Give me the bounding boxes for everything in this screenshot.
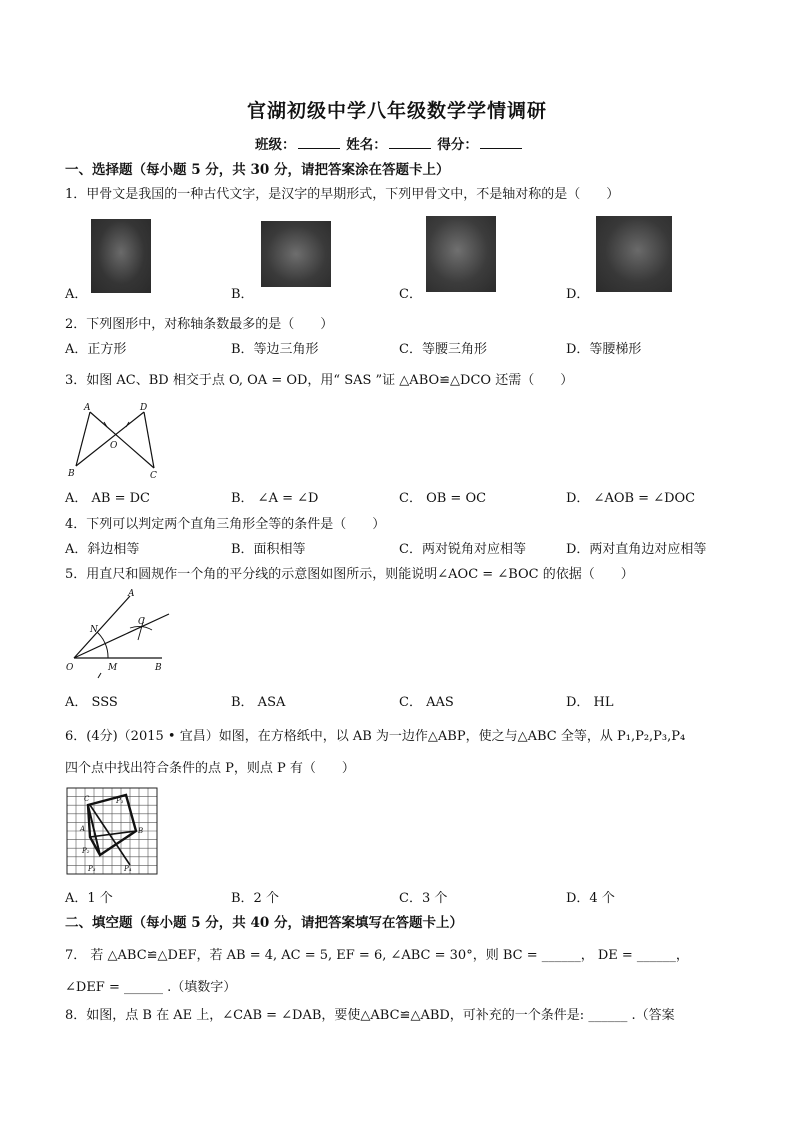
q3-option-a[interactable]: A． AB = DC <box>65 491 150 506</box>
q3-option-c[interactable]: C． OB = OC <box>399 491 487 506</box>
q1-option-b[interactable]: B． <box>231 287 254 302</box>
q5-figure <box>64 588 179 683</box>
oracle-bone-image-a <box>91 219 151 293</box>
student-info-line <box>255 133 524 153</box>
q6-text-line2: 四个点中找出符合条件的点 P，则点 P 有（ ） <box>65 761 355 776</box>
oracle-bone-image-c <box>426 216 496 292</box>
q4-option-b[interactable]: B．面积相等 <box>231 542 306 557</box>
q3-option-d[interactable]: D． ∠AOB = ∠DOC <box>566 491 696 506</box>
q2-option-a[interactable]: A．正方形 <box>65 342 127 357</box>
q5-option-d[interactable]: D． HL <box>566 695 614 710</box>
q5-text: 5．用直尺和圆规作一个角的平分线的示意图如图所示，则能说明∠AOC = ∠BOC 的依据（ ） <box>65 567 634 582</box>
q3-figure <box>64 400 169 480</box>
q5-label-c: C <box>138 617 145 627</box>
q6-option-c[interactable]: C．3 个 <box>399 891 448 906</box>
q1-option-d[interactable]: D． <box>566 287 590 302</box>
q2-option-c[interactable]: C．等腰三角形 <box>399 342 487 357</box>
q5-label-m: M <box>108 663 118 673</box>
oracle-bone-image-d <box>596 216 672 292</box>
q2-option-d[interactable]: D．等腰梯形 <box>566 342 642 357</box>
q1-option-a[interactable]: A． <box>65 287 88 302</box>
name-label: 姓名： <box>346 137 387 153</box>
q3-label-o: O <box>110 441 118 451</box>
section-2-title: 二、填空题（每小题 5 分，共 40 分，请把答案填写在答题卡上） <box>65 915 463 931</box>
score-blank[interactable] <box>480 136 522 149</box>
q5-option-a[interactable]: A． SSS <box>65 695 118 710</box>
q4-text: 4．下列可以判定两个直角三角形全等的条件是（ ） <box>65 517 386 532</box>
q5-option-b[interactable]: B． ASA <box>231 695 286 710</box>
q3-label-b: B <box>68 469 75 479</box>
q8-text-line1: 8．如图，点 B 在 AE 上，∠CAB = ∠DAB，要使△ABC≌△ABD，可补充的一个条件是: ______ .（答案 <box>65 1008 675 1023</box>
q2-text: 2．下列图形中，对称轴条数最多的是（ ） <box>65 317 334 332</box>
q1-option-c[interactable]: C． <box>399 287 422 302</box>
q7-text-line1: 7． 若 △ABC≌△DEF，若 AB = 4, AC = 5, EF = 6, ∠ABC = 30°，则 BC = ______， DE = ______， <box>65 948 689 963</box>
q6-option-d[interactable]: D．4 个 <box>566 891 615 906</box>
q2-option-b[interactable]: B．等边三角形 <box>231 342 319 357</box>
name-blank[interactable] <box>389 136 431 149</box>
q6-option-a[interactable]: A．1 个 <box>65 891 113 906</box>
q6-label-b: B <box>138 827 144 835</box>
q6-label-p3: P₃ <box>88 865 96 873</box>
q7-text-line2: ∠DEF = ______ .（填数字） <box>65 980 237 995</box>
q3-text: 3．如图 AC、BD 相交于点 O, OA = OD，用“ SAS ”证 △ABO≌△DCO 还需（ ） <box>65 373 574 388</box>
q5-option-c[interactable]: C． AAS <box>399 695 454 710</box>
q6-label-c: C <box>84 795 90 803</box>
q6-label-p1: P₁ <box>116 797 124 805</box>
q3-label-d: D <box>140 403 148 413</box>
q5-label-a: A <box>128 589 135 599</box>
q6-label-a: A <box>80 825 86 833</box>
q5-label-o: O <box>66 663 74 673</box>
class-label: 班级： <box>255 137 296 153</box>
q3-label-c: C <box>150 471 157 481</box>
score-label: 得分： <box>437 137 478 153</box>
q6-label-p2: P₂ <box>82 847 90 855</box>
q6-label-p4: P₄ <box>124 865 132 873</box>
oracle-bone-image-b <box>261 221 331 287</box>
q6-text-line1: 6．(4分)（2015 • 宜昌）如图，在方格纸中，以 AB 为一边作△ABP，使之与△ABC 全等，从 P₁,P₂,P₃,P₄ <box>65 729 686 744</box>
q6-option-b[interactable]: B．2 个 <box>231 891 279 906</box>
q4-option-d[interactable]: D．两对直角边对应相等 <box>566 542 707 557</box>
section-1-title: 一、选择题（每小题 5 分，共 30 分，请把答案涂在答题卡上） <box>65 162 450 178</box>
page-title: 官湖初级中学八年级数学学情调研 <box>246 100 547 122</box>
q4-option-c[interactable]: C．两对锐角对应相等 <box>399 542 526 557</box>
q4-option-a[interactable]: A．斜边相等 <box>65 542 140 557</box>
q5-label-b: B <box>155 663 162 673</box>
q3-option-b[interactable]: B． ∠A = ∠D <box>231 491 319 506</box>
class-blank[interactable] <box>298 136 340 149</box>
q1-text: 1．甲骨文是我国的一种古代文字，是汉字的早期形式，下列甲骨文中，不是轴对称的是（ ） <box>65 187 620 202</box>
q3-label-a: A <box>84 403 91 413</box>
q5-label-n: N <box>90 625 98 635</box>
q6-grid-figure <box>66 787 158 875</box>
